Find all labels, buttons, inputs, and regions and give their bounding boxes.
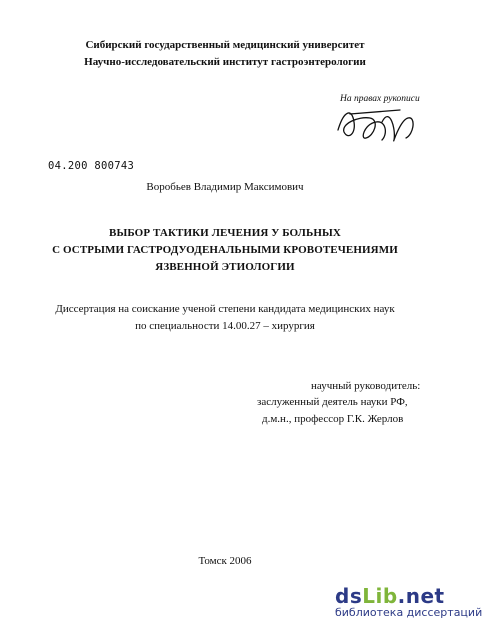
- dslib-brand: [335, 584, 445, 608]
- archive-stamp-code: 04.200 800743: [48, 160, 135, 172]
- author-name: Воробьев Владимир Максимович: [146, 181, 304, 193]
- title-line-2: С ОСТРЫМИ ГАСТРОДУОДЕНАЛЬНЫМИ КРОВОТЕЧЕНИЯМИ: [52, 244, 398, 256]
- university-name: Сибирский государственный медицинский университет: [85, 39, 365, 51]
- city-year: Томск 2006: [198, 555, 252, 567]
- degree-line-2: по специальности 14.00.27 – хирургия: [135, 320, 315, 332]
- brand-ds: ds: [335, 584, 363, 608]
- title-line-1: ВЫБОР ТАКТИКИ ЛЕЧЕНИЯ У БОЛЬНЫХ: [109, 227, 341, 239]
- institute-name: Научно-исследовательский институт гастроэнтерологии: [84, 56, 366, 68]
- degree-line-1: Диссертация на соискание ученой степени кандидата медицинских наук: [55, 303, 395, 315]
- dslib-watermark-logo: [335, 584, 482, 619]
- supervisor-title: заслуженный деятель науки РФ,: [257, 396, 408, 408]
- handwritten-signature: [330, 100, 425, 148]
- supervisor-label: научный руководитель:: [311, 380, 421, 392]
- brand-lib: Lib: [362, 584, 398, 608]
- rights-note: На правах рукописи: [340, 94, 420, 104]
- brand-net: .net: [397, 584, 445, 608]
- title-line-3: ЯЗВЕННОЙ ЭТИОЛОГИИ: [155, 261, 295, 273]
- dslib-subtitle: библиотека диссертаций: [335, 606, 482, 619]
- supervisor-name: д.м.н., профессор Г.К. Жерлов: [262, 413, 404, 425]
